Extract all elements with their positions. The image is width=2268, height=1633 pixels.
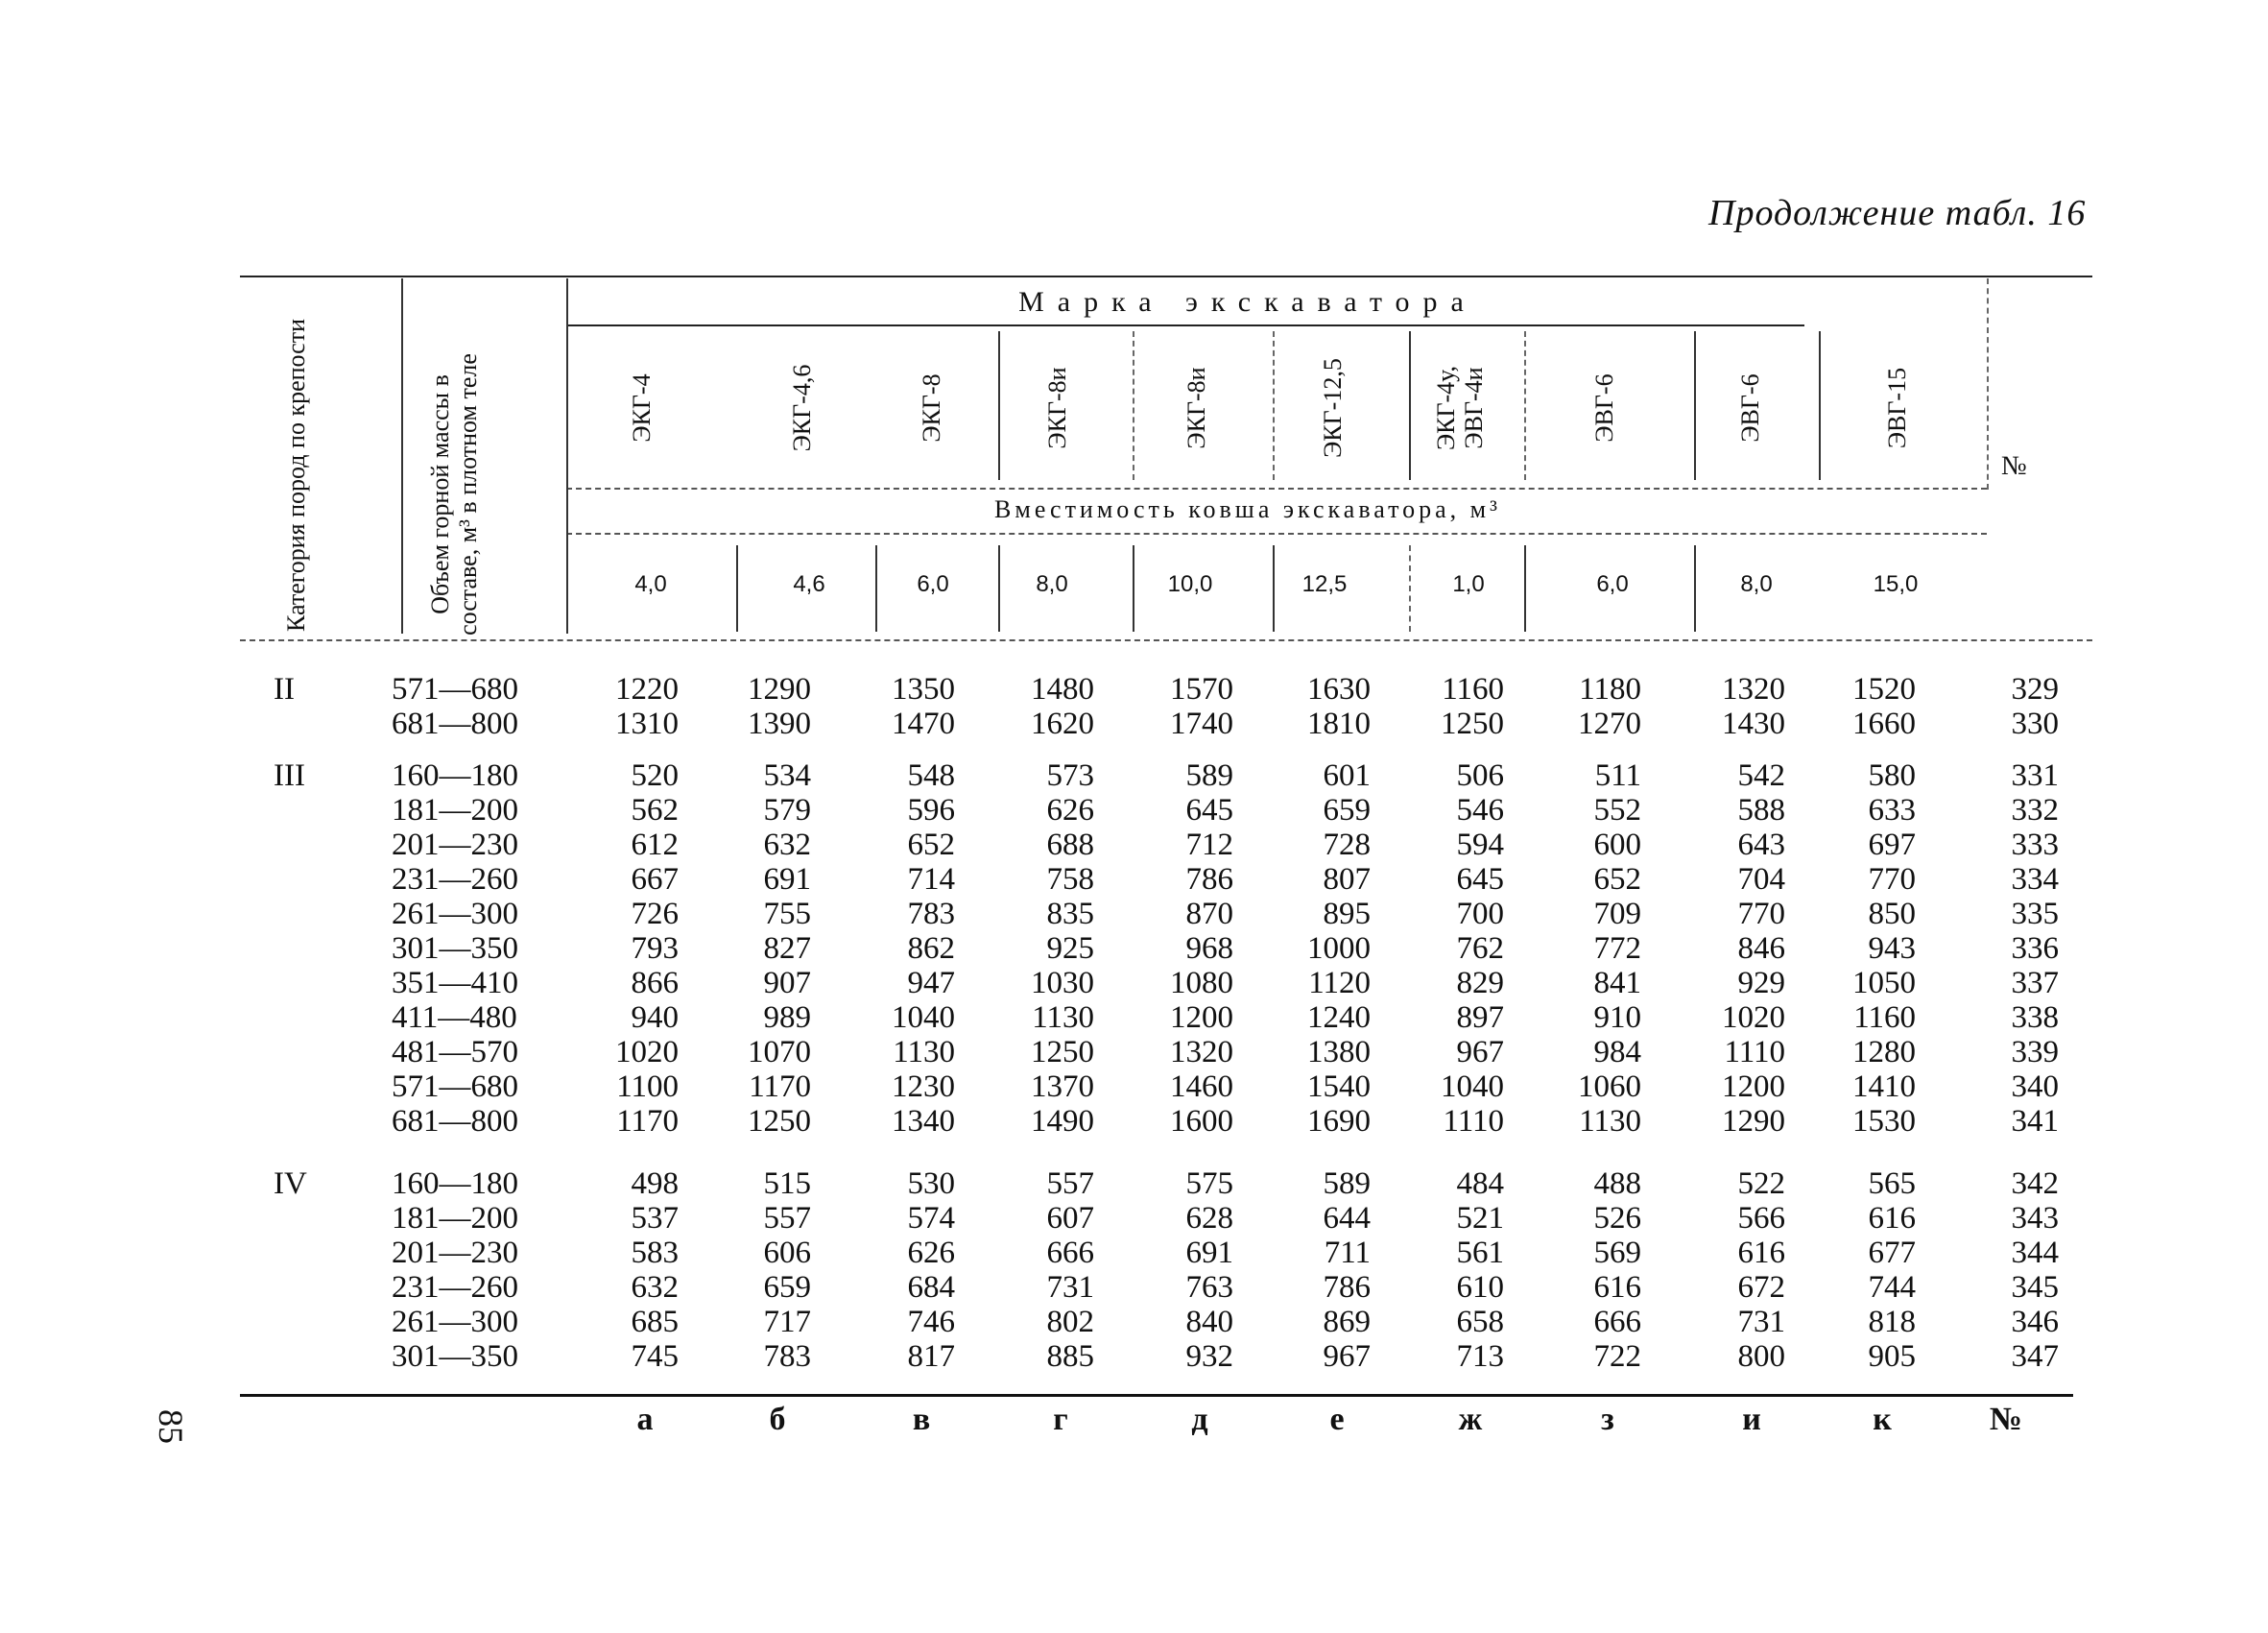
table-cell: 731 (1046, 1270, 1094, 1305)
table-cell: 1160 (1442, 672, 1504, 707)
table-cell: 783 (907, 897, 955, 931)
table-cell: 755 (763, 897, 811, 931)
table-cell: 1460 (1170, 1069, 1233, 1104)
sep-cap-3 (875, 545, 877, 632)
table-cell: 817 (907, 1339, 955, 1374)
sep-cap-7 (1409, 545, 1411, 632)
table-cell: 800 (1737, 1339, 1785, 1374)
table-cell: 1180 (1579, 672, 1641, 707)
row-number: 340 (2011, 1069, 2059, 1104)
table-cell: 989 (763, 1000, 811, 1035)
row-number: 345 (2011, 1270, 2059, 1305)
table-cell: 726 (631, 897, 679, 931)
footer-letter: а (636, 1402, 654, 1437)
row-number: 330 (2011, 707, 2059, 741)
table-cell: 1530 (1852, 1104, 1916, 1139)
capacity-value: 8,0 (1740, 571, 1773, 597)
table-cell: 658 (1456, 1305, 1504, 1339)
table-cell: 940 (631, 1000, 679, 1035)
body-bottom-rule (240, 1394, 2073, 1397)
table-cell: 530 (907, 1166, 955, 1201)
table-cell: 652 (1593, 862, 1641, 897)
table-cell: 1240 (1307, 1000, 1371, 1035)
table-cell: 565 (1868, 1166, 1916, 1201)
table-cell: 835 (1046, 897, 1094, 931)
table-cell: 984 (1593, 1035, 1641, 1069)
table-cell: 968 (1185, 931, 1233, 966)
table-cell: 575 (1185, 1166, 1233, 1201)
table-cell: 1100 (616, 1069, 679, 1104)
table-cell: 1020 (615, 1035, 679, 1069)
row-number: 335 (2011, 897, 2059, 931)
sep-cap-8 (1524, 545, 1526, 632)
table-cell: 537 (631, 1201, 679, 1236)
table-cell: 1520 (1852, 672, 1916, 707)
header-volume: Объем горной массы в составе, м³ в плотном теле (426, 353, 482, 636)
table-cell: 1810 (1307, 707, 1371, 741)
capacity-value: 4,0 (634, 571, 667, 597)
table-cell: 840 (1185, 1305, 1233, 1339)
table-cell: 697 (1868, 828, 1916, 862)
row-number: 332 (2011, 793, 2059, 828)
sep-cap-6 (1273, 545, 1275, 632)
category-label: III (274, 758, 305, 793)
sep-cap-2 (736, 545, 738, 632)
table-cell: 709 (1593, 897, 1641, 931)
table-cell: 484 (1456, 1166, 1504, 1201)
table-cell: 846 (1737, 931, 1785, 966)
table-cell: 711 (1324, 1236, 1371, 1270)
table-cell: 588 (1737, 793, 1785, 828)
brand-bottom-rule (566, 488, 1987, 490)
table-cell: 1200 (1722, 1069, 1785, 1104)
volume-range: 181—200 (392, 1201, 518, 1236)
table-cell: 580 (1868, 758, 1916, 793)
table-cell: 607 (1046, 1201, 1094, 1236)
table-cell: 1690 (1307, 1104, 1371, 1139)
table-cell: 534 (763, 758, 811, 793)
table-cell: 667 (631, 862, 679, 897)
brand-header: ЭКГ-4 (628, 373, 656, 443)
table-cell: 616 (1593, 1270, 1641, 1305)
volume-range: 301—350 (392, 1339, 518, 1374)
table-cell: 1390 (748, 707, 811, 741)
table-cell: 633 (1868, 793, 1916, 828)
table-cell: 644 (1323, 1201, 1371, 1236)
brand-header: ЭВГ-6 (1590, 373, 1618, 443)
table-cell: 1740 (1170, 707, 1233, 741)
footer-letter: и (1742, 1402, 1761, 1437)
volume-range: 181—200 (392, 793, 518, 828)
volume-range: 351—410 (392, 966, 518, 1000)
table-cell: 943 (1868, 931, 1916, 966)
table-cell: 1290 (1722, 1104, 1785, 1139)
brand-header: ЭКГ-8 (918, 373, 945, 443)
sep-brand-8 (1694, 331, 1696, 480)
table-cell: 713 (1456, 1339, 1504, 1374)
volume-range: 411—480 (392, 1000, 517, 1035)
table-cell: 869 (1323, 1305, 1371, 1339)
table-cell: 1620 (1031, 707, 1094, 741)
header-capacity-title: Вместимость ковша экскаватора, м³ (994, 495, 1501, 523)
table-cell: 659 (763, 1270, 811, 1305)
table-cell: 827 (763, 931, 811, 966)
table-cell: 1250 (1031, 1035, 1094, 1069)
table-cell: 546 (1456, 793, 1504, 828)
table-cell: 1350 (892, 672, 955, 707)
sep-brand-9 (1819, 331, 1821, 480)
table-cell: 895 (1323, 897, 1371, 931)
header-number: № (2001, 451, 2027, 481)
table-cell: 947 (907, 966, 955, 1000)
table-cell: 1110 (1443, 1104, 1504, 1139)
table-cell: 793 (631, 931, 679, 966)
sep-number (1987, 278, 1989, 490)
volume-range: 231—260 (392, 1270, 518, 1305)
table-cell: 1130 (893, 1035, 955, 1069)
sep-brand-5 (1273, 331, 1275, 480)
table-cell: 645 (1456, 862, 1504, 897)
table-cell: 600 (1593, 828, 1641, 862)
row-number: 344 (2011, 1236, 2059, 1270)
row-number: 334 (2011, 862, 2059, 897)
table-cell: 643 (1737, 828, 1785, 862)
table-cell: 763 (1185, 1270, 1233, 1305)
volume-range: 160—180 (392, 758, 518, 793)
table-cell: 1050 (1852, 966, 1916, 1000)
volume-range: 160—180 (392, 1166, 518, 1201)
table-cell: 1490 (1031, 1104, 1094, 1139)
table-cell: 583 (631, 1236, 679, 1270)
capacity-value: 10,0 (1167, 571, 1213, 597)
table-cell: 659 (1323, 793, 1371, 828)
table-cell: 772 (1593, 931, 1641, 966)
table-cell: 1430 (1722, 707, 1785, 741)
table-cell: 1540 (1307, 1069, 1371, 1104)
table-cell: 870 (1185, 897, 1233, 931)
brand-header: ЭКГ-12,5 (1319, 358, 1347, 458)
table-cell: 601 (1323, 758, 1371, 793)
table-cell: 862 (907, 931, 955, 966)
table-cell: 645 (1185, 793, 1233, 828)
table-cell: 1160 (1853, 1000, 1916, 1035)
table-cell: 1250 (748, 1104, 811, 1139)
table-cell: 786 (1185, 862, 1233, 897)
table-cell: 1310 (615, 707, 679, 741)
table-cell: 1570 (1170, 672, 1233, 707)
header-top-rule (240, 276, 2092, 277)
table-cell: 652 (907, 828, 955, 862)
table-cell: 1070 (748, 1035, 811, 1069)
row-number: 343 (2011, 1201, 2059, 1236)
sep-cap-4 (998, 545, 1000, 632)
row-number: 342 (2011, 1166, 2059, 1201)
brand-header: ЭКГ-4у, ЭВГ-4и (1432, 365, 1488, 451)
table-cell: 700 (1456, 897, 1504, 931)
table-cell: 632 (631, 1270, 679, 1305)
table-cell: 1320 (1722, 672, 1785, 707)
table-cell: 1110 (1724, 1035, 1785, 1069)
table-cell: 967 (1456, 1035, 1504, 1069)
page-number: 85 (152, 1409, 190, 1444)
table-cell: 677 (1868, 1236, 1916, 1270)
table-cell: 907 (763, 966, 811, 1000)
row-number: 339 (2011, 1035, 2059, 1069)
table-cell: 714 (907, 862, 955, 897)
sep-brand-4 (1133, 331, 1134, 480)
volume-range: 571—680 (392, 1069, 518, 1104)
volume-range: 301—350 (392, 931, 518, 966)
table-cell: 1040 (1441, 1069, 1504, 1104)
table-cell: 691 (763, 862, 811, 897)
table-cell: 666 (1046, 1236, 1094, 1270)
table-cell: 626 (1046, 793, 1094, 828)
table-cell: 685 (631, 1305, 679, 1339)
table-cell: 717 (763, 1305, 811, 1339)
row-number: 333 (2011, 828, 2059, 862)
sep-volume (566, 278, 568, 634)
table-cell: 1170 (749, 1069, 811, 1104)
table-cell: 1080 (1170, 966, 1233, 1000)
table-cell: 841 (1593, 966, 1641, 1000)
table-cell: 498 (631, 1166, 679, 1201)
table-cell: 746 (907, 1305, 955, 1339)
table-cell: 672 (1737, 1270, 1785, 1305)
row-number: 347 (2011, 1339, 2059, 1374)
table-cell: 691 (1185, 1236, 1233, 1270)
table-cell: 762 (1456, 931, 1504, 966)
table-cell: 1170 (616, 1104, 679, 1139)
table-cell: 506 (1456, 758, 1504, 793)
row-number: 336 (2011, 931, 2059, 966)
footer-letter: г (1053, 1402, 1068, 1437)
footer-letter: в (912, 1402, 931, 1437)
table-cell: 561 (1456, 1236, 1504, 1270)
table-cell: 1230 (892, 1069, 955, 1104)
table-cell: 606 (763, 1236, 811, 1270)
capacity-value: 6,0 (1596, 571, 1629, 597)
volume-range: 571—680 (392, 672, 518, 707)
table-cell: 1250 (1441, 707, 1504, 741)
table-cell: 770 (1868, 862, 1916, 897)
table-cell: 850 (1868, 897, 1916, 931)
table-cell: 688 (1046, 828, 1094, 862)
brand-header: ЭВГ-6 (1736, 373, 1764, 443)
table-cell: 1370 (1031, 1069, 1094, 1104)
table-cell: 897 (1456, 1000, 1504, 1035)
table-cell: 548 (907, 758, 955, 793)
table-cell: 596 (907, 793, 955, 828)
table-cell: 569 (1593, 1236, 1641, 1270)
brand-header: ЭКГ-8и (1043, 367, 1071, 449)
volume-range: 201—230 (392, 1236, 518, 1270)
table-cell: 1220 (615, 672, 679, 707)
table-cell: 932 (1185, 1339, 1233, 1374)
table-cell: 770 (1737, 897, 1785, 931)
table-cell: 712 (1185, 828, 1233, 862)
table-cell: 594 (1456, 828, 1504, 862)
table-cell: 552 (1593, 793, 1641, 828)
table-cell: 562 (631, 793, 679, 828)
table-cell: 704 (1737, 862, 1785, 897)
header-brand-title: Марка экскаватора (1018, 286, 1477, 318)
table-cell: 1270 (1578, 707, 1641, 741)
brand-header: ЭКГ-8и (1182, 367, 1210, 449)
table-cell: 1020 (1722, 1000, 1785, 1035)
table-cell: 610 (1456, 1270, 1504, 1305)
table-cell: 1600 (1170, 1104, 1233, 1139)
table-cell: 522 (1737, 1166, 1785, 1201)
table-cell: 557 (763, 1201, 811, 1236)
brand-header: ЭКГ-4,6 (788, 364, 816, 452)
table-cell: 566 (1737, 1201, 1785, 1236)
table-cell: 1470 (892, 707, 955, 741)
table-cell: 1630 (1307, 672, 1371, 707)
table-cell: 1030 (1031, 966, 1094, 1000)
volume-range: 261—300 (392, 1305, 518, 1339)
table-cell: 589 (1323, 1166, 1371, 1201)
table-cell: 526 (1593, 1201, 1641, 1236)
table-cell: 684 (907, 1270, 955, 1305)
header-category: Категория пород по крепости (282, 319, 310, 633)
volume-range: 231—260 (392, 862, 518, 897)
sep-brand-7 (1524, 331, 1526, 480)
row-number: 346 (2011, 1305, 2059, 1339)
table-cell: 542 (1737, 758, 1785, 793)
table-cell: 521 (1456, 1201, 1504, 1236)
capacity-value: 15,0 (1873, 571, 1919, 597)
table-caption: Продолжение табл. 16 (1708, 193, 2087, 233)
table-cell: 616 (1868, 1201, 1916, 1236)
table-cell: 929 (1737, 966, 1785, 1000)
volume-range: 681—800 (392, 1104, 518, 1139)
table-cell: 1000 (1307, 931, 1371, 966)
footer-letter: з (1601, 1402, 1614, 1437)
table-cell: 967 (1323, 1339, 1371, 1374)
table-cell: 925 (1046, 931, 1094, 966)
footer-letter: б (769, 1402, 786, 1437)
table-cell: 758 (1046, 862, 1094, 897)
table-cell: 1340 (892, 1104, 955, 1139)
table-cell: 632 (763, 828, 811, 862)
table-cell: 744 (1868, 1270, 1916, 1305)
table-cell: 515 (763, 1166, 811, 1201)
table-cell: 1660 (1852, 707, 1916, 741)
table-cell: 722 (1593, 1339, 1641, 1374)
table-cell: 1200 (1170, 1000, 1233, 1035)
table-cell: 1410 (1852, 1069, 1916, 1104)
table-cell: 905 (1868, 1339, 1916, 1374)
table-cell: 786 (1323, 1270, 1371, 1305)
volume-range: 481—570 (392, 1035, 518, 1069)
table-cell: 520 (631, 758, 679, 793)
table-cell: 1060 (1578, 1069, 1641, 1104)
sep-brand-3 (998, 331, 1000, 480)
sep-category (401, 278, 403, 634)
table-cell: 626 (907, 1236, 955, 1270)
footer-letter: к (1873, 1402, 1892, 1437)
capacity-value: 6,0 (917, 571, 949, 597)
table-cell: 612 (631, 828, 679, 862)
table-cell: 1040 (892, 1000, 955, 1035)
category-label: II (274, 672, 295, 707)
table-cell: 829 (1456, 966, 1504, 1000)
table-cell: 802 (1046, 1305, 1094, 1339)
table-cell: 1380 (1307, 1035, 1371, 1069)
table-cell: 1130 (1032, 1000, 1094, 1035)
table-cell: 573 (1046, 758, 1094, 793)
table-cell: 557 (1046, 1166, 1094, 1201)
footer-number-label: № (1989, 1402, 2023, 1437)
capacity-value: 8,0 (1036, 571, 1068, 597)
table-cell: 628 (1185, 1201, 1233, 1236)
table-cell: 885 (1046, 1339, 1094, 1374)
row-number: 337 (2011, 966, 2059, 1000)
row-number: 331 (2011, 758, 2059, 793)
sep-brand-6 (1409, 331, 1411, 480)
table-cell: 728 (1323, 828, 1371, 862)
capacity-title-rule (566, 533, 1987, 535)
table-cell: 1120 (1308, 966, 1371, 1000)
volume-range: 681—800 (392, 707, 518, 741)
table-cell: 616 (1737, 1236, 1785, 1270)
sep-cap-9 (1694, 545, 1696, 632)
table-cell: 731 (1737, 1305, 1785, 1339)
table-cell: 807 (1323, 862, 1371, 897)
table-cell: 1480 (1031, 672, 1094, 707)
table-cell: 666 (1593, 1305, 1641, 1339)
volume-range: 261—300 (392, 897, 518, 931)
table-cell: 1130 (1579, 1104, 1641, 1139)
table-cell: 589 (1185, 758, 1233, 793)
table-cell: 1320 (1170, 1035, 1233, 1069)
row-number: 341 (2011, 1104, 2059, 1139)
volume-range: 201—230 (392, 828, 518, 862)
footer-letter: ж (1458, 1402, 1483, 1437)
table-cell: 511 (1594, 758, 1641, 793)
sep-cap-5 (1133, 545, 1134, 632)
footer-letter: д (1191, 1402, 1208, 1437)
table-cell: 1290 (748, 672, 811, 707)
capacity-value: 12,5 (1301, 571, 1348, 597)
table-cell: 745 (631, 1339, 679, 1374)
brand-title-rule (566, 324, 1804, 326)
table-cell: 783 (763, 1339, 811, 1374)
table-cell: 488 (1593, 1166, 1641, 1201)
table-cell: 574 (907, 1201, 955, 1236)
table-cell: 866 (631, 966, 679, 1000)
capacity-value: 4,6 (793, 571, 825, 597)
brand-header: ЭВГ-15 (1883, 367, 1911, 449)
footer-letter: е (1329, 1402, 1345, 1437)
capacity-value: 1,0 (1452, 571, 1485, 597)
row-number: 338 (2011, 1000, 2059, 1035)
category-label: IV (274, 1166, 307, 1201)
table-cell: 1280 (1852, 1035, 1916, 1069)
table-cell: 910 (1593, 1000, 1641, 1035)
table-cell: 818 (1868, 1305, 1916, 1339)
row-number: 329 (2011, 672, 2059, 707)
table-cell: 579 (763, 793, 811, 828)
